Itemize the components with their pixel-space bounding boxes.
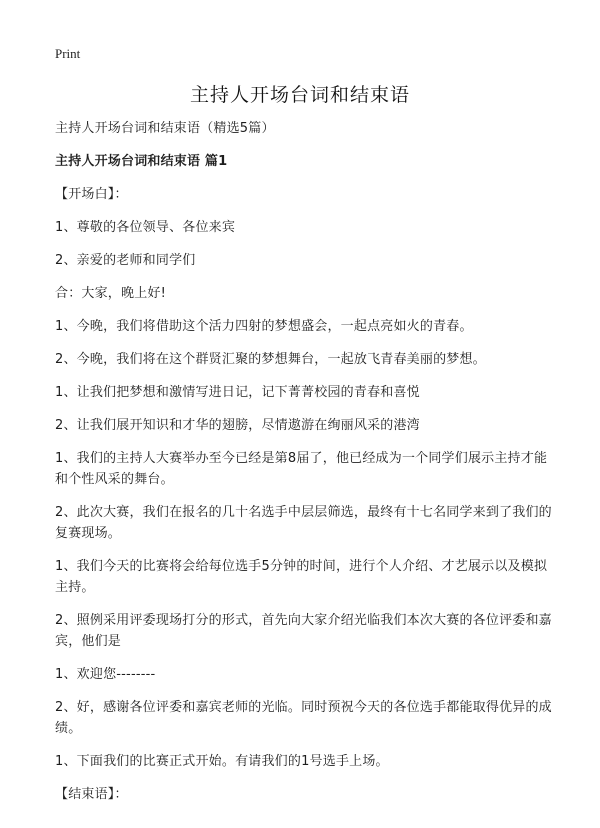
paragraph: 1、让我们把梦想和激情写进日记，记下菁菁校园的青春和喜悦: [55, 385, 420, 400]
paragraph: 2、此次大赛，我们在报名的几十名选手中层层筛选，最终有十七名同学来到了我们的复赛现场。: [55, 505, 552, 541]
paragraph: 1、我们的主持人大赛举办至今已经是第8届了，他已经成为一个同学们展示主持才能和个性风采的舞台。: [55, 451, 548, 487]
document-body: [55, 118, 555, 817]
paragraph: 2、今晚，我们将在这个群贤汇聚的梦想舞台，一起放飞青春美丽的梦想。: [55, 352, 486, 367]
paragraph: 2、亲爱的老师和同学们: [55, 253, 196, 268]
paragraph: 【开场白】：: [55, 187, 128, 202]
paragraph: 1、我们今天的比赛将会给每位选手5分钟的时间，进行个人介绍、才艺展示以及模拟主持。: [55, 559, 548, 595]
paragraph: 【结束语】：: [55, 787, 128, 802]
paragraph: 1、今晚，我们将借助这个活力四射的梦想盛会，一起点亮如火的青春。: [55, 319, 473, 334]
print-link[interactable]: Print: [55, 46, 81, 61]
paragraph: 主持人开场台词和结束语（精选5篇）: [55, 121, 275, 136]
paragraph: 1、尊敬的各位领导、各位来宾: [55, 220, 236, 235]
paragraph: 合：大家，晚上好!: [55, 286, 167, 301]
paragraph: 1、欢迎您--------: [55, 667, 156, 682]
paragraph: 1、下面我们的比赛正式开始。有请我们的1号选手上场。: [55, 754, 389, 769]
paragraph: 2、好，感谢各位评委和嘉宾老师的光临。同时预祝今天的各位选手都能取得优异的成绩。: [55, 700, 552, 736]
paragraph: 2、照例采用评委现场打分的形式，首先向大家介绍光临我们本次大赛的各位评委和嘉宾，他们是: [55, 613, 552, 649]
section-heading: 主持人开场台词和结束语 篇1: [55, 154, 228, 169]
document-title: 主持人开场台词和结束语: [189, 84, 410, 106]
paragraph: 2、让我们展开知识和才华的翅膀，尽情遨游在绚丽风采的港湾: [55, 418, 420, 433]
